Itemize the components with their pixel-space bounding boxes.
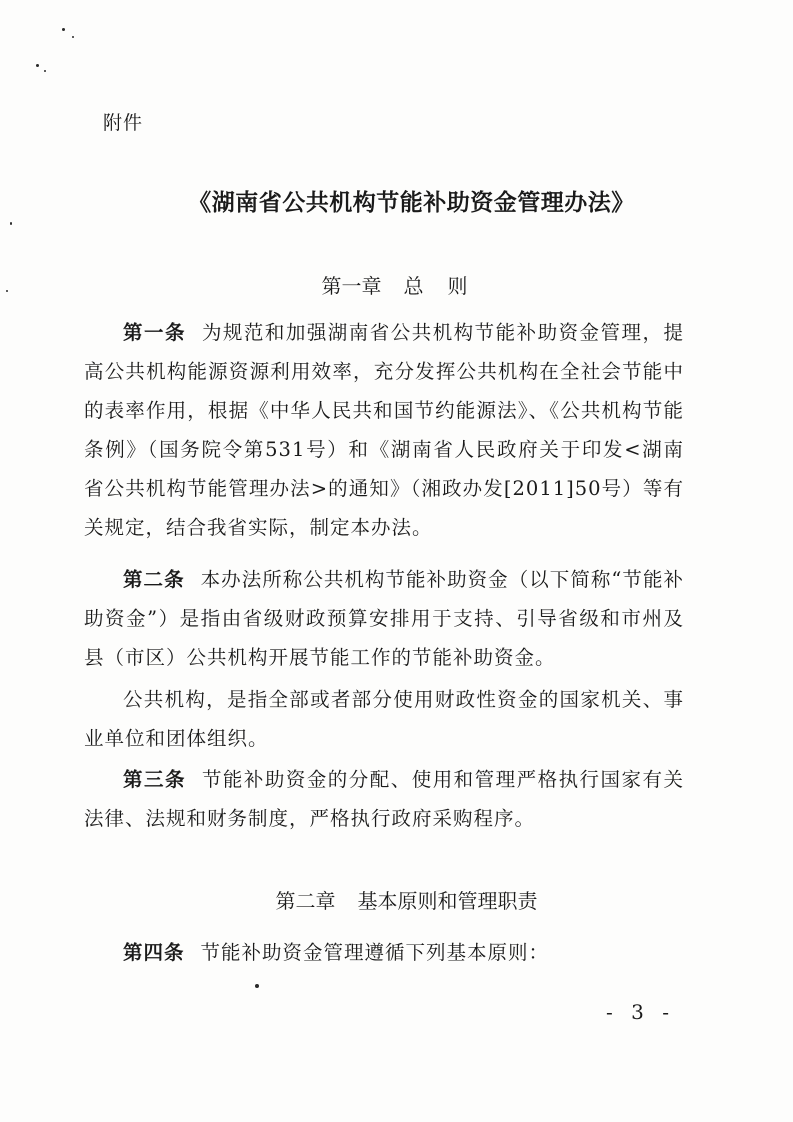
document-title: 《湖南省公共机构节能补助资金管理办法》 — [188, 189, 635, 216]
chapter-1-heading — [0, 270, 793, 299]
article-1-number: 第一条 — [123, 321, 186, 344]
attachment-label: 附件 — [103, 112, 144, 134]
article-1-text: 为规范和加强湖南省公共机构节能补助资金管理，提高公共机构能源资源利用效率，充分发挥公共机构在全社会节能中的表率作用，根据《中华人民共和国节约能源法》、《公共机构节能条例》（国务院令第531号）和《湖南省人民政府关于印发<湖南省公共机构节能管理办法>的通知》（湘政办发[2011]50号）等有关规定，结合我省实际，制定本办法。 — [84, 321, 684, 539]
article-2-text: 本办法所称公共机构节能补助资金（以下简称“节能补助资金”）是指由省级财政预算安排用于支持、引导省级和市州及县（市区）公共机构开展节能工作的节能补助资金。 — [84, 568, 684, 669]
article-2-paragraph: 公共机构，是指全部或者部分使用财政性资金的国家机关、事业单位和团体组织。 — [84, 688, 684, 750]
scan-speck — [10, 222, 12, 225]
article-2-number: 第二条 — [123, 568, 185, 591]
chapter-2-title: 基本原则和管理职责 — [357, 889, 538, 913]
article-3-text: 节能补助资金的分配、使用和管理严格执行国家有关法律、法规和财务制度，严格执行政府采购程序。 — [84, 768, 684, 830]
page-number: - 3 - — [606, 1000, 675, 1024]
article-1 — [84, 313, 684, 547]
scan-speck — [36, 64, 39, 67]
article-2 — [84, 560, 684, 677]
article-3-number: 第三条 — [123, 768, 186, 791]
scan-speck — [255, 984, 259, 988]
chapter-2-number: 第二章 — [275, 889, 336, 913]
scan-speck — [62, 28, 65, 31]
scan-speck — [44, 70, 46, 72]
article-4-number: 第四条 — [123, 941, 185, 964]
scan-speck — [72, 36, 74, 38]
chapter-2-heading — [0, 885, 793, 914]
chapter-1-number: 第一章 — [321, 274, 382, 298]
article-4-text: 节能补助资金管理遵循下列基本原则： — [200, 941, 550, 964]
article-4 — [84, 933, 684, 972]
article-3 — [84, 760, 684, 838]
chapter-1-title: 总则 — [403, 274, 492, 298]
